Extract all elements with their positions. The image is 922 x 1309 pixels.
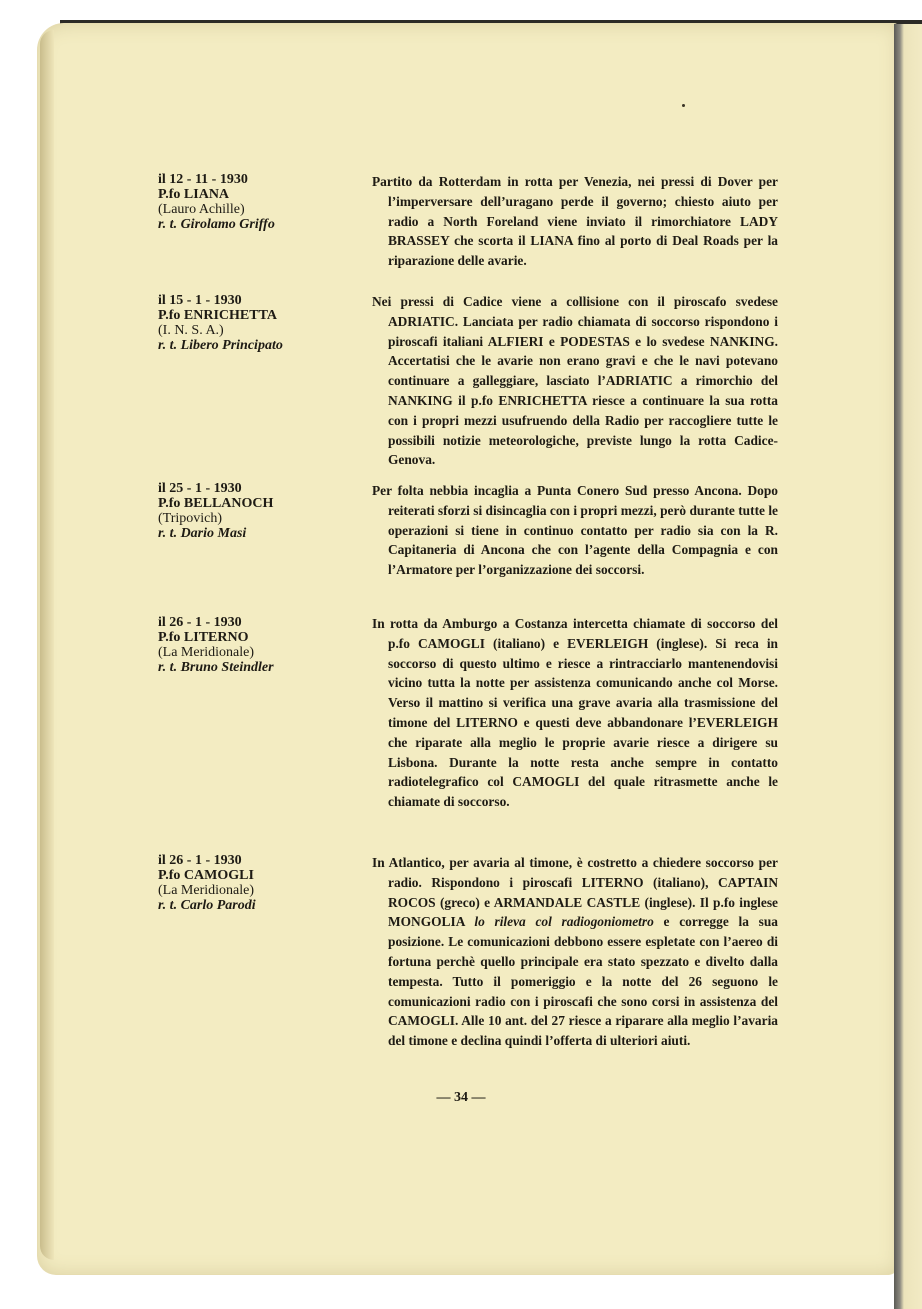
- book-gutter: [894, 24, 922, 1309]
- entry-text-part: In Atlantico, per avaria al timone, è costretto a chiedere soccorso per radio. Rispondono i piroscafi LITERNO (italiano), CAPTAIN ROCOS (greco) e ARMANDALE CASTLE (inglese). Il p.fo inglese MONGOLIA: [372, 855, 778, 930]
- entry-ship: P.fo ENRICHETTA: [158, 308, 278, 323]
- entry-ship: P.fo LITERNO: [158, 630, 249, 645]
- entry-5-text: [372, 853, 778, 1051]
- entry-1-text: [372, 172, 778, 271]
- entry-date: il 15 - 1 - 1930: [158, 293, 242, 308]
- entry-paragraph: Per folta nebbia incaglia a Punta Conero Sud presso Ancona. Dopo reiterati sforzi si disincaglia con i propri mezzi, però durante tutte le operazioni si tiene in continuo contatto per radio sia con la R. Capitaneria di Ancona che con l’agente della Compagnia e con l’Armatore per l’organizzazione dei soccorsi.: [372, 483, 778, 578]
- entry-operator: r. t. Libero Principato: [158, 338, 283, 353]
- entry-owner: (Lauro Achille): [158, 202, 245, 217]
- entry-paragraph: Nei pressi di Cadice viene a collisione con il piroscafo svedese ADRIATIC. Lanciata per radio chiamata di soccorso rispondono i piroscafi italiani ALFIERI e PODESTAS e lo svedese NANKING. Accertatisi che le avarie non erano gravi e che le navi potevano continuare a galleggiare, lasciato l’ADRIATIC a rimorchio del NANKING il p.fo ENRICHETTA riesce a continuare la sua rotta con i propri mezzi usufruendo della Radio per raccogliere tutte le possibili notizie meteorologiche, previste lungo la rotta Cadice-Genova.: [372, 294, 778, 468]
- entry-3-text: [372, 481, 778, 580]
- entry-text-part: e corregge la sua posizione. Le comunicazioni debbono essere espletate con l’aereo di fortuna perchè quello principale era stato spezzato e divelto dalla tempesta. Tutto il pomeriggio e la notte del 26 seguono le comunicazioni radio con i piroscafi che sono corsi in assistenza del CAMOGLI. Alle 10 ant. del 27 riesce a riparare alla meglio l’avaria del timone e declina quindi l’offerta di ulteriori aiuti.: [388, 914, 778, 1049]
- paper-speck: [682, 104, 685, 107]
- entry-5-meta: [158, 853, 368, 913]
- entry-date: il 12 - 11 - 1930: [158, 172, 248, 187]
- entry-paragraph: Partito da Rotterdam in rotta per Venezia, nei pressi di Dover per l’imperversare dell’uragano perde il governo; chiesto aiuto per radio a North Foreland viene inviato il rimorchiatore LADY BRASSEY che scorta il LIANA fino al porto di Deal Roads per la riparazione delle avarie.: [372, 174, 778, 269]
- entry-4-text: [372, 614, 778, 812]
- entry-2-meta: [158, 293, 368, 353]
- entry-operator: r. t. Carlo Parodi: [158, 898, 256, 913]
- entry-operator: r. t. Dario Masi: [158, 526, 247, 541]
- page-number: — 34 —: [436, 1090, 486, 1105]
- entry-owner: (I. N. S. A.): [158, 323, 224, 338]
- entry-ship: P.fo LIANA: [158, 187, 230, 202]
- entry-date: il 25 - 1 - 1930: [158, 481, 242, 496]
- entry-ship: P.fo CAMOGLI: [158, 868, 254, 883]
- entry-3-meta: [158, 481, 368, 541]
- entry-date: il 26 - 1 - 1930: [158, 615, 242, 630]
- entry-paragraph: [372, 853, 778, 1051]
- entry-operator: r. t. Bruno Steindler: [158, 660, 274, 675]
- entry-paragraph: In rotta da Amburgo a Costanza intercetta chiamate di soccorso del p.fo CAMOGLI (italiano) e EVERLEIGH (inglese). Si reca in soccorso di questo ultimo e riesce a rintracciarlo mantenendovisi vicino tutta la notte per assistenza comunicando anche col Morse. Verso il mattino si verifica una grave avaria alla trasmissione del timone del LITERNO e questi deve abbandonare l’EVERLEIGH che riparate alla meglio le proprie avarie riesce a dirigere su Lisbona. Durante la notte resta anche sempre in contatto radiotelegrafico col CAMOGLI del quale ritrasmette anche le chiamate di soccorso.: [372, 616, 778, 810]
- entry-owner: (La Meridionale): [158, 883, 255, 898]
- entry-operator: r. t. Girolamo Griffo: [158, 217, 275, 232]
- entry-date: il 26 - 1 - 1930: [158, 853, 242, 868]
- entry-2-text: [372, 292, 778, 470]
- entry-owner: (La Meridionale): [158, 645, 255, 660]
- page-left-edge: [40, 30, 54, 1260]
- entry-text-italic: lo rileva col radiogoniometro: [474, 914, 654, 930]
- entry-4-meta: [158, 615, 368, 675]
- entry-owner: (Tripovich): [158, 511, 223, 526]
- entry-ship: P.fo BELLANOCH: [158, 496, 274, 511]
- entry-1-meta: [158, 172, 368, 232]
